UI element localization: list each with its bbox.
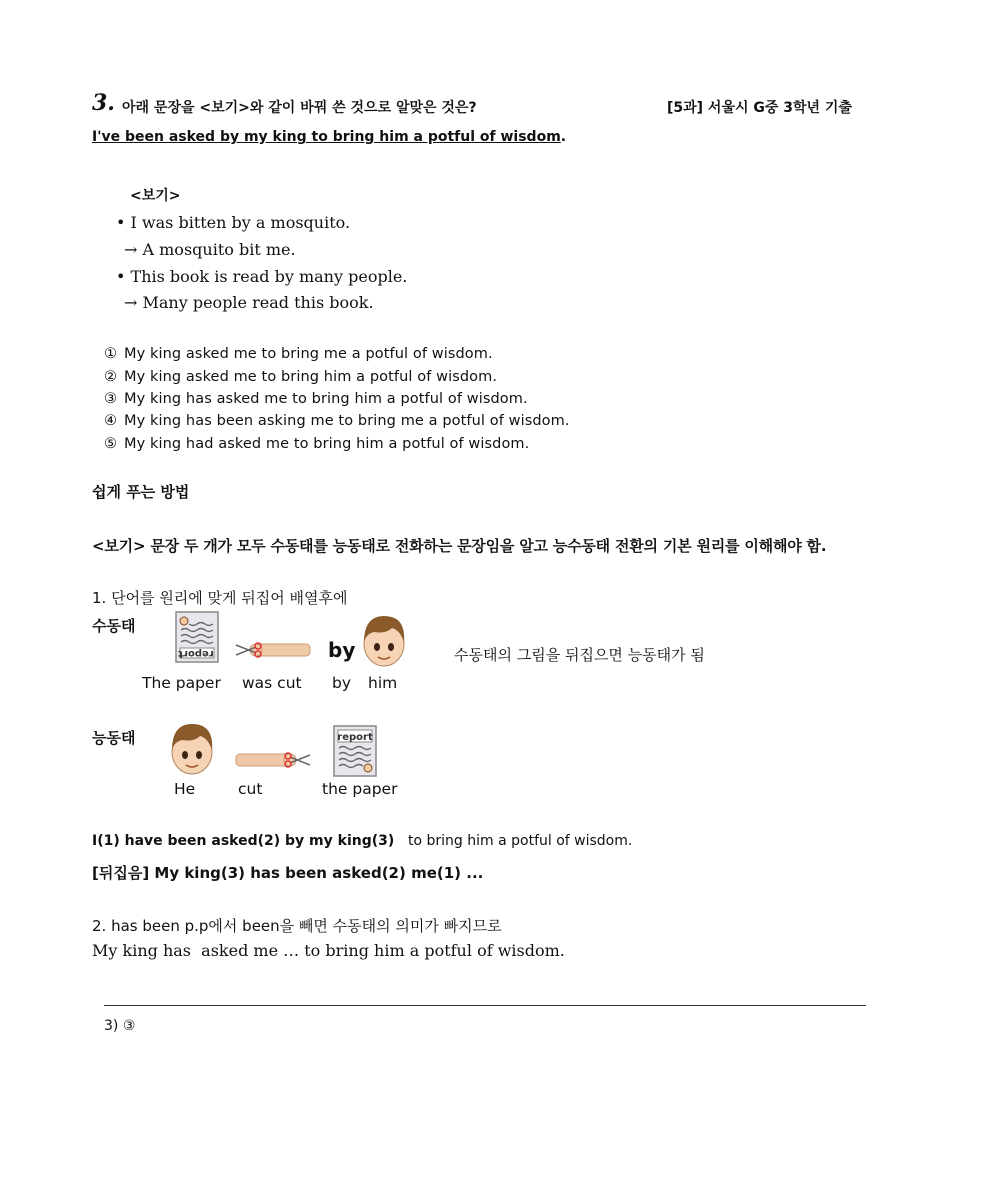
- solution-step2: 2. has been p.p에서 been을 빼면 수동태의 의미가 빠지므로: [92, 917, 502, 935]
- choice-number: ②: [104, 369, 118, 385]
- example-title: <보기>: [130, 188, 181, 204]
- report-label: report: [178, 648, 214, 659]
- active-word-subject: He: [174, 780, 196, 798]
- report-paper-icon: [170, 608, 222, 666]
- question-number: 3.: [92, 90, 115, 116]
- boy-face-icon: [164, 720, 220, 778]
- solution-step1: 1. 단어를 원리에 맞게 뒤집어 배열후에: [92, 589, 348, 607]
- choice-number: ⑤: [104, 436, 118, 452]
- answer: [104, 1018, 135, 1034]
- question-sentence-end: .: [560, 129, 567, 145]
- answer-label: 3): [104, 1018, 119, 1034]
- choice-text: My king asked me to bring me a potful of wisdom.: [124, 346, 493, 362]
- passive-word-subject: The paper: [142, 674, 221, 692]
- passive-word-by: by: [332, 674, 352, 692]
- passive-by: by: [328, 638, 356, 662]
- choice-number: ④: [104, 413, 118, 429]
- question-prompt: 아래 문장을 <보기>와 같이 바꿔 쓴 것으로 알맞은 것은?: [122, 100, 477, 116]
- active-label: 능동태: [92, 729, 136, 747]
- report-paper-icon: [330, 722, 382, 780]
- choice-4[interactable]: [104, 413, 570, 429]
- choice-1[interactable]: [104, 346, 493, 362]
- question-sentence-text: I've been asked by my king to bring him a potful of wisdom: [92, 129, 561, 145]
- boy-face-icon: [356, 612, 412, 670]
- solution-summary: <보기> 문장 두 개가 모두 수동태를 능동태로 전화하는 문장임을 알고 능수동태 전환의 기본 원리를 이해해야 함.: [92, 537, 827, 555]
- choice-text: My king has been asking me to bring me a potful of wisdom.: [124, 413, 570, 429]
- passive-word-agent: him: [368, 674, 398, 692]
- choice-number: ③: [104, 391, 118, 407]
- choice-number: ①: [104, 346, 118, 362]
- divider: [104, 1005, 866, 1006]
- choice-text: My king has asked me to bring him a potful of wisdom.: [124, 391, 528, 407]
- passive-word-verb: was cut: [242, 674, 302, 692]
- example-line: • This book is read by many people.: [116, 267, 408, 286]
- scissors-hand-icon: [232, 636, 312, 662]
- question-sentence: [92, 129, 566, 145]
- passive-label: 수동태: [92, 617, 136, 635]
- active-word-verb: cut: [238, 780, 263, 798]
- choice-3[interactable]: [104, 391, 528, 407]
- analysis-rest: to bring him a potful of wisdom.: [408, 833, 633, 849]
- question-source: [5과] 서울시 G중 3학년 기출: [667, 100, 852, 116]
- solution-step2-result: My king has asked me … to bring him a potful of wisdom.: [92, 941, 565, 960]
- active-word-object: the paper: [322, 780, 398, 798]
- choice-text: My king asked me to bring him a potful of wisdom.: [124, 369, 498, 385]
- answer-value: ③: [122, 1018, 136, 1034]
- example-line: → A mosquito bit me.: [124, 240, 296, 259]
- flipped-line: [뒤집음] My king(3) has been asked(2) me(1) ...: [92, 864, 484, 882]
- analysis-line: I(1) have been asked(2) by my king(3): [92, 833, 395, 849]
- choice-5[interactable]: [104, 436, 529, 452]
- choice-2[interactable]: [104, 369, 497, 385]
- solution-heading: 쉽게 푸는 방법: [92, 483, 190, 501]
- example-line: → Many people read this book.: [124, 293, 374, 312]
- choice-text: My king had asked me to bring him a potful of wisdom.: [124, 436, 530, 452]
- scissors-hand-icon: [234, 746, 314, 772]
- report-label: report: [337, 732, 373, 743]
- passive-note: 수동태의 그림을 뒤집으면 능동태가 됨: [454, 646, 705, 664]
- example-line: • I was bitten by a mosquito.: [116, 213, 351, 232]
